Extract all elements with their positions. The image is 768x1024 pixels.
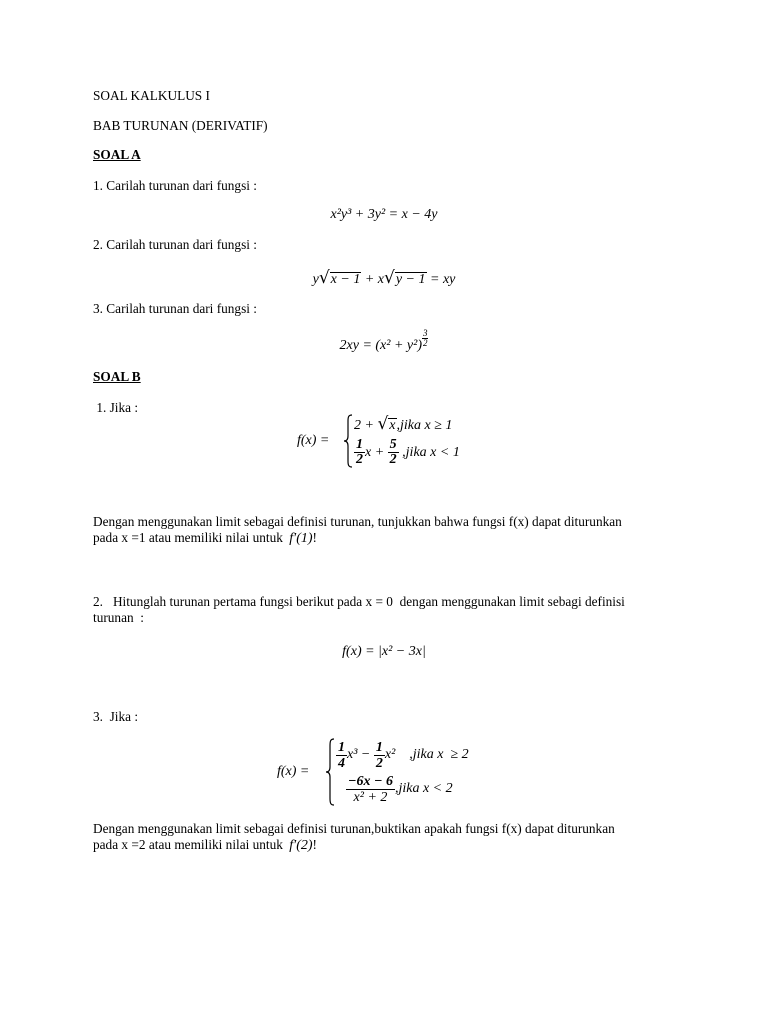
question-b1-instruction-line2 [93, 530, 317, 547]
left-brace-path [326, 739, 334, 805]
case-condition: ,jika x ≥ 2 [395, 747, 469, 762]
question-b1-instruction-line1: Dengan menggunakan limit sebagai definisi turunan, tunjukkan bahwa fungsi f(x) dapat diturunkan [93, 514, 622, 529]
radical [384, 268, 427, 288]
exponent-numerator: 3 [422, 328, 428, 338]
question-b3-label: 3. Jika : [93, 709, 139, 724]
radical-sign: √ [318, 268, 330, 288]
exponent-fraction [422, 329, 429, 348]
derivative-expression: f′(1) [289, 531, 313, 546]
fraction [336, 740, 347, 771]
fraction-numerator: 5 [389, 437, 397, 452]
question-b3-instruction-line1: Dengan menggunakan limit sebagai definisi turunan,buktikan apakah fungsi f(x) dapat diturunkan [93, 821, 615, 836]
case-row-2 [336, 774, 469, 805]
derivative-expression: f′(2) [289, 838, 313, 853]
case-expression: x + [365, 444, 388, 460]
exponent-denominator: 2 [422, 338, 428, 348]
equation-term: y [312, 272, 319, 287]
left-brace-path [344, 415, 352, 467]
question-a3-prompt: 3. Carilah turunan dari fungsi : [93, 301, 257, 316]
piecewise-function-b1 [297, 414, 460, 468]
case-condition: ,jika x < 2 [394, 781, 453, 796]
document-title: SOAL KALKULUS I [93, 88, 210, 103]
piecewise-function-b3 [277, 738, 469, 806]
radical-sign: √ [377, 414, 389, 434]
radical [377, 415, 396, 433]
case-row-1 [336, 740, 469, 771]
case-expression: x³ − [347, 747, 374, 762]
fraction-numerator: 1 [338, 739, 345, 755]
radicand: x [389, 418, 396, 433]
fraction-numerator: −6x − 6 [348, 773, 393, 789]
case-condition: ,jika x ≥ 1 [396, 418, 453, 433]
instruction-text: pada x =2 atau memiliki nilai untuk [93, 837, 287, 852]
fraction-denominator: 4 [338, 755, 345, 771]
case-condition: ,jika x < 1 [398, 444, 460, 460]
equation-a1: x²y³ + 3y² = x − 4y [330, 207, 438, 222]
radical [319, 268, 362, 288]
fraction-denominator: 2 [356, 452, 363, 467]
fraction-denominator: 2 [389, 452, 397, 467]
equation-term: + x [361, 272, 384, 287]
equation-base: 2xy = (x² + y²) [339, 338, 422, 353]
question-b3-instruction-line2 [93, 837, 317, 854]
fraction [374, 740, 385, 771]
equation-a3 [0, 328, 768, 356]
fraction [388, 438, 399, 467]
question-b1-label: 1. Jika : [93, 400, 139, 415]
left-brace [343, 414, 353, 468]
piecewise-cases [336, 740, 469, 805]
end-mark: ! [312, 837, 317, 852]
piecewise-cases [354, 415, 460, 467]
fraction-denominator: x² + 2 [353, 789, 388, 805]
question-b2-instruction-line2: turunan : [93, 610, 144, 625]
equation-term: = xy [426, 272, 456, 287]
function-lhs: f(x) = [277, 764, 310, 779]
chapter-title: BAB TURUNAN (DERIVATIF) [93, 118, 268, 133]
case-expression: 2 + [354, 418, 378, 433]
function-lhs: f(x) = [297, 433, 330, 448]
radicand: x − 1 [330, 272, 361, 287]
fraction-numerator: 1 [375, 739, 383, 755]
case-row-1 [354, 415, 460, 435]
radicand: y − 1 [395, 272, 426, 287]
fraction-denominator: 2 [375, 755, 383, 771]
case-expression: x² [384, 747, 396, 762]
left-brace [325, 738, 335, 806]
equation-b2: f(x) = |x² − 3x| [342, 644, 426, 659]
question-a1-prompt: 1. Carilah turunan dari fungsi : [93, 178, 257, 193]
section-a-heading: SOAL A [93, 147, 141, 162]
instruction-text: pada x =1 atau memiliki nilai untuk [93, 530, 287, 545]
question-a2-prompt: 2. Carilah turunan dari fungsi : [93, 237, 257, 252]
fraction-numerator: 1 [356, 437, 363, 452]
fraction [346, 774, 395, 805]
end-mark: ! [312, 530, 317, 545]
case-row-2 [354, 438, 460, 467]
radical-sign: √ [384, 268, 395, 288]
question-b2-instruction-line1: 2. Hitunglah turunan pertama fungsi berikut pada x = 0 dengan menggunakan limit sebagi definisi [93, 594, 625, 609]
fraction [354, 438, 365, 467]
equation-a2 [0, 268, 768, 290]
section-b-heading: SOAL B [93, 369, 141, 384]
